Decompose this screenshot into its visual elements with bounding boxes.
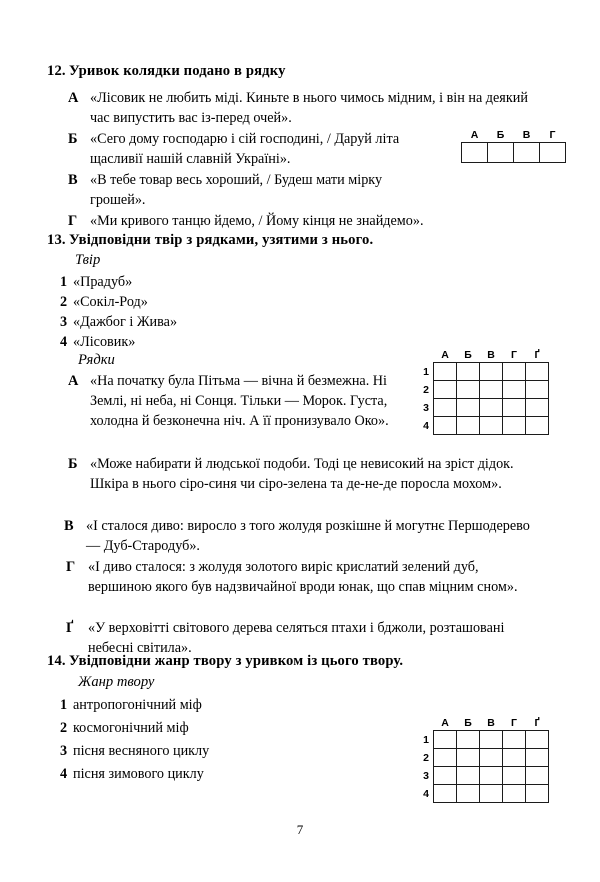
answer-cell[interactable] xyxy=(526,417,549,435)
question-13-item-1[interactable] xyxy=(60,272,132,292)
answer-grid-col-a: А xyxy=(470,129,479,141)
answer-cell[interactable] xyxy=(434,731,457,749)
answer-grid-header-row xyxy=(415,716,549,731)
question-14-left-label: Жанр твору xyxy=(78,674,155,690)
answer-grid-row[interactable] xyxy=(415,767,549,785)
answer-grid-row[interactable] xyxy=(415,417,549,435)
answer-cell[interactable] xyxy=(514,143,540,163)
answer-grid-row[interactable] xyxy=(415,363,549,381)
item-text: «Прадуб» xyxy=(73,274,133,290)
answer-grid-col-g: Г xyxy=(511,717,517,729)
option-letter-a: А xyxy=(68,90,79,106)
question-14-item-2[interactable] xyxy=(60,718,189,738)
answer-grid-row[interactable] xyxy=(415,749,549,767)
answer-cell[interactable] xyxy=(462,143,488,163)
item-text: «Сокіл-Род» xyxy=(73,294,148,310)
answer-grid-table[interactable] xyxy=(415,716,549,803)
question-13-number: 13. xyxy=(47,232,66,248)
answer-cell[interactable] xyxy=(457,363,480,381)
question-13-item-3[interactable] xyxy=(60,312,177,332)
answer-cell[interactable] xyxy=(526,749,549,767)
answer-cell[interactable] xyxy=(457,767,480,785)
item-number: 1 xyxy=(60,697,68,713)
answer-grid-col-b: Б xyxy=(464,349,472,361)
answer-cell[interactable] xyxy=(457,399,480,417)
answer-cell[interactable] xyxy=(526,381,549,399)
answer-cell[interactable] xyxy=(480,785,503,803)
item-text: космогонічний міф xyxy=(73,720,189,736)
answer-cell[interactable] xyxy=(526,767,549,785)
answer-cell[interactable] xyxy=(503,785,526,803)
answer-grid-col-b: Б xyxy=(496,129,505,141)
answer-grid-row-1: 1 xyxy=(423,365,429,378)
question-13-option-a[interactable] xyxy=(68,371,398,432)
answer-grid-col-v: В xyxy=(522,129,531,141)
question-12-number: 12. xyxy=(47,63,66,79)
answer-grid-row-1: 1 xyxy=(423,733,429,746)
question-13-option-v[interactable] xyxy=(64,516,534,556)
question-12-option-b[interactable] xyxy=(68,129,420,169)
answer-cell[interactable] xyxy=(503,731,526,749)
option-text-b: «Сего дому господарю і сій господині, / Даруй літа щасливії нашій славній Україні». xyxy=(90,131,400,168)
answer-cell[interactable] xyxy=(480,749,503,767)
answer-grid-col-gg: Ґ xyxy=(534,717,540,729)
question-13-title: Увідповідни твір з рядками, узятими з нього. xyxy=(69,232,374,248)
item-text: «Лісовик» xyxy=(73,334,136,350)
question-13-left-label: Твір xyxy=(75,252,101,268)
answer-grid-col-a: А xyxy=(441,717,449,729)
option-text-v: «І сталося диво: виросло з того жолудя розкішне й могутнє Першодерево — Дуб-Стародуб». xyxy=(86,518,530,555)
question-14-title: Увідповідни жанр твору з уривком із цього твору. xyxy=(69,653,404,669)
answer-grid-table[interactable] xyxy=(415,348,549,435)
answer-cell[interactable] xyxy=(434,417,457,435)
answer-cell[interactable] xyxy=(526,731,549,749)
answer-cell[interactable] xyxy=(540,143,566,163)
item-text: пісня весняного циклу xyxy=(73,743,210,759)
answer-grid-col-gg: Ґ xyxy=(534,349,540,361)
question-13-heading xyxy=(47,231,373,249)
option-text-g: «Ми кривого танцю йдемо, / Йому кінця не знайдемо». xyxy=(90,213,424,229)
answer-grid-row-3: 3 xyxy=(423,401,429,414)
option-letter-g: Г xyxy=(66,559,76,575)
answer-cell[interactable] xyxy=(480,731,503,749)
answer-grid-col-v: В xyxy=(487,349,495,361)
answer-grid-row[interactable] xyxy=(415,731,549,749)
option-letter-b: Б xyxy=(68,131,78,147)
answer-grid-header-row xyxy=(415,348,549,363)
option-letter-b: Б xyxy=(68,456,78,472)
answer-grid-row-2: 2 xyxy=(423,383,429,396)
answer-cell[interactable] xyxy=(503,381,526,399)
item-number: 3 xyxy=(60,743,68,759)
question-14-answer-grid[interactable] xyxy=(415,716,549,803)
question-12-answer-grid[interactable] xyxy=(461,128,566,163)
option-text-gg: «У верховітті світового дерева селяться птахи і бджоли, розташовані небесні світила». xyxy=(88,620,505,657)
item-text: антропогонічний міф xyxy=(73,697,202,713)
option-letter-v: В xyxy=(68,172,78,188)
option-letter-a: А xyxy=(68,373,79,389)
answer-grid-table[interactable] xyxy=(461,128,566,163)
item-number: 4 xyxy=(60,334,68,350)
answer-grid-col-g: Г xyxy=(511,349,517,361)
answer-cell[interactable] xyxy=(480,417,503,435)
question-13-item-2[interactable] xyxy=(60,292,148,312)
answer-cell[interactable] xyxy=(434,399,457,417)
answer-cell[interactable] xyxy=(526,399,549,417)
item-number: 2 xyxy=(60,294,68,310)
answer-grid-row-4: 4 xyxy=(423,787,429,800)
answer-cell[interactable] xyxy=(503,417,526,435)
answer-cell[interactable] xyxy=(434,381,457,399)
answer-grid-corner xyxy=(415,716,434,731)
answer-cell[interactable] xyxy=(457,749,480,767)
answer-cell[interactable] xyxy=(503,749,526,767)
question-13-item-4[interactable] xyxy=(60,332,135,352)
answer-grid-col-b: Б xyxy=(464,717,472,729)
item-text: пісня зимового циклу xyxy=(73,766,204,782)
question-13-option-g[interactable] xyxy=(66,557,528,597)
item-number: 1 xyxy=(60,274,68,290)
answer-cell[interactable] xyxy=(434,785,457,803)
option-text-v: «В тебе товар весь хороший, / Будеш мати мірку грошей». xyxy=(90,172,383,209)
answer-grid-row[interactable] xyxy=(415,381,549,399)
answer-cell[interactable] xyxy=(503,363,526,381)
answer-cell[interactable] xyxy=(457,381,480,399)
answer-cell[interactable] xyxy=(434,363,457,381)
answer-grid-row[interactable] xyxy=(415,399,549,417)
option-letter-v: В xyxy=(64,518,74,534)
item-number: 3 xyxy=(60,314,68,330)
option-text-a: «На початку була Пітьма — вічна й безмежна. Ні Землі, ні неба, ні Сонця. Тільки — Морок. Густа, холодна й безконечна ніч. А її пронизувало Око». xyxy=(90,373,389,430)
answer-cell[interactable] xyxy=(434,767,457,785)
answer-cell[interactable] xyxy=(503,399,526,417)
answer-grid-row[interactable] xyxy=(462,143,566,163)
question-12-option-v[interactable] xyxy=(68,170,398,210)
question-14-item-4[interactable] xyxy=(60,764,204,784)
answer-cell[interactable] xyxy=(480,767,503,785)
answer-cell[interactable] xyxy=(526,785,549,803)
answer-grid-header-row xyxy=(462,128,566,143)
answer-grid-col-v: В xyxy=(487,717,495,729)
question-12-option-g[interactable] xyxy=(68,211,530,231)
item-number: 2 xyxy=(60,720,68,736)
option-letter-g: Г xyxy=(68,213,78,229)
question-13-answer-grid[interactable] xyxy=(415,348,549,435)
option-letter-gg: Ґ xyxy=(66,620,74,636)
answer-grid-col-g: Г xyxy=(549,129,556,141)
answer-cell[interactable] xyxy=(434,749,457,767)
question-14-item-3[interactable] xyxy=(60,741,209,761)
question-14-number: 14. xyxy=(47,653,66,669)
option-text-a: «Лісовик не любить міді. Киньте в нього чимось мідним, і він на деякий час випустить вас із-перед очей». xyxy=(90,90,528,127)
question-14-heading xyxy=(47,652,403,670)
question-13-right-label: Рядки xyxy=(78,352,115,368)
question-12-option-a[interactable] xyxy=(68,88,530,128)
question-13-option-b[interactable] xyxy=(68,454,536,494)
question-12-title: Уривок колядки подано в рядку xyxy=(69,63,286,79)
answer-grid-corner xyxy=(415,348,434,363)
answer-cell[interactable] xyxy=(457,731,480,749)
item-number: 4 xyxy=(60,766,68,782)
answer-cell[interactable] xyxy=(480,363,503,381)
option-text-b: «Може набирати й людської подоби. Тоді це невисокий на зріст дідок. Шкіра в нього сіро-синя чи сіро-зелена та де-не-де поросла мохом». xyxy=(90,456,514,493)
answer-cell[interactable] xyxy=(503,767,526,785)
question-12-heading xyxy=(47,62,286,80)
item-text: «Дажбог і Жива» xyxy=(73,314,178,330)
answer-cell[interactable] xyxy=(480,381,503,399)
question-14-item-1[interactable] xyxy=(60,695,202,715)
answer-cell[interactable] xyxy=(457,417,480,435)
page-number: 7 xyxy=(296,822,304,837)
option-text-g: «І диво сталося: з жолудя золотого виріс крислатий зелений дуб, вершиною якого був надзвичайної вроди юнак, що спав міцним сном». xyxy=(88,559,518,596)
answer-grid-col-a: А xyxy=(441,349,449,361)
answer-cell[interactable] xyxy=(526,363,549,381)
answer-cell[interactable] xyxy=(488,143,514,163)
answer-cell[interactable] xyxy=(457,785,480,803)
answer-grid-row-2: 2 xyxy=(423,751,429,764)
answer-cell[interactable] xyxy=(480,399,503,417)
answer-grid-row-4: 4 xyxy=(423,419,429,432)
answer-grid-row[interactable] xyxy=(415,785,549,803)
answer-grid-row-3: 3 xyxy=(423,769,429,782)
